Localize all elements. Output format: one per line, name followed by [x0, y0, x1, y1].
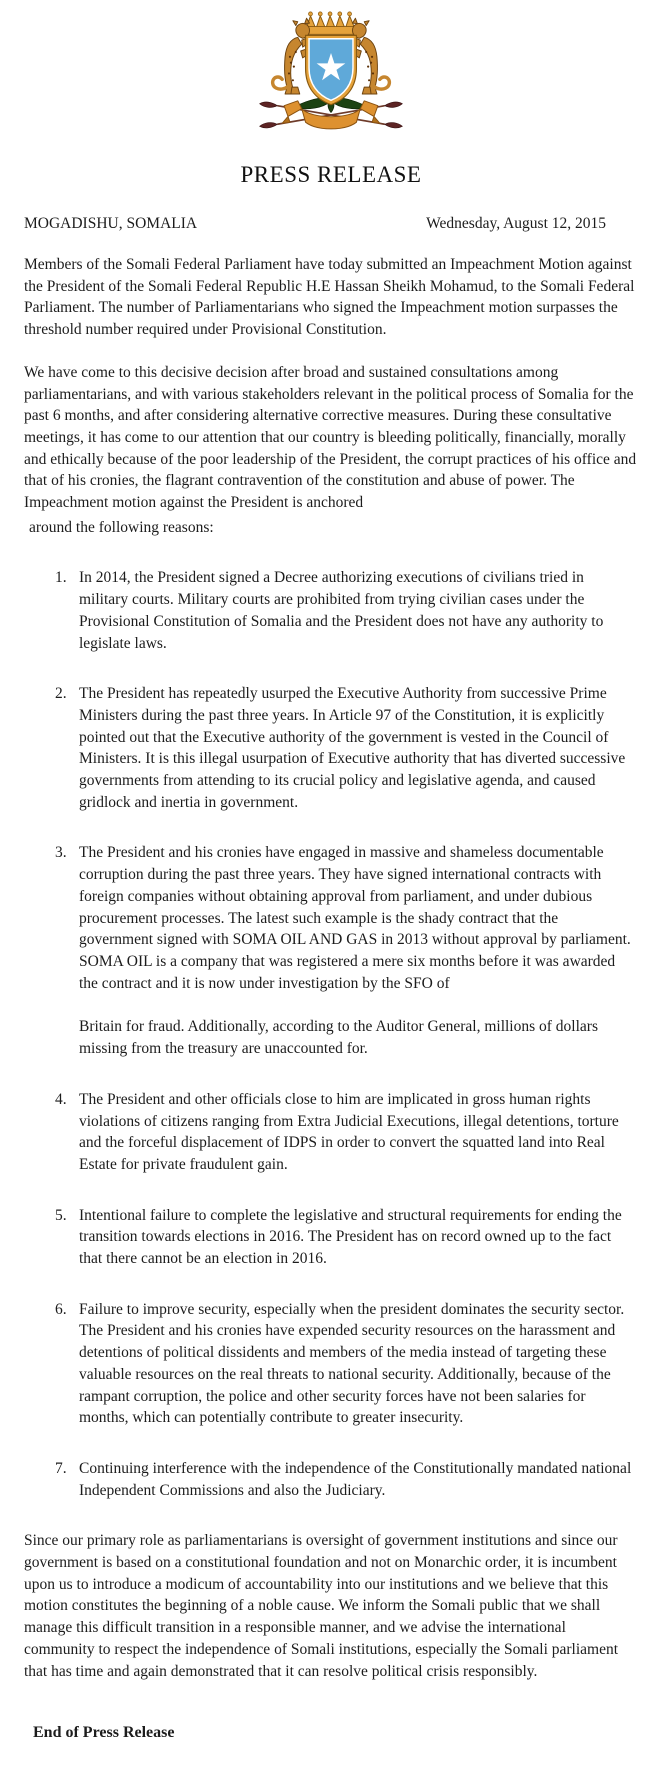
list-item-number: 1. — [55, 569, 67, 587]
list-item — [24, 567, 638, 654]
paragraph-rationale-continuation: around the following reasons: — [29, 518, 214, 536]
list-item-number: 7. — [55, 1459, 67, 1477]
list-item-text: The President has repeatedly usurped the Executive Authority from successive Prime Ministers during the past three years. In Article 97 of the Constitution, it is explicitly pointed out that the Executive authority of the government is vested in the Council of Ministers. It is this illegal usurpation of Executive authority that has diverted successive governments from attending to its crucial policy and legislative agenda, and caused gridlock and inertia in government. — [79, 685, 626, 811]
list-item-text: The President and his cronies have engaged in massive and shameless documentable corruption during the past three years. They have signed international contracts with foreign companies without obtaining approval from parliament, and under dubious procurement processes. The latest such example is the shady contract that the government signed with SOMA OIL AND GAS in 2013 without approval by parliament. SOMA OIL is a company that was registered a mere six months before it was awarded the contract and it is now under investigation by the SFO of — [79, 844, 631, 992]
paragraph-intro: Members of the Somali Federal Parliament have today submitted an Impeachment Motion against the President of the Somali Federal Republic H.E Hassan Sheikh Mohamud, to the Somali Federal Parliament. The number of Parliamentarians who signed the Impeachment motion surpasses the threshold number required under Provisional Constitution. — [24, 256, 635, 339]
list-item — [24, 1089, 638, 1176]
list-item-number: 2. — [55, 685, 67, 703]
shield-icon — [306, 35, 357, 104]
list-item-text: Failure to improve security, especially when the president dominates the security sector. The President and his cronies have expended security resources on the harassment and detentions of political dissidents and members of the media instead of targeting these valuable resources on the real threats to national security. Additionally, because of the rampant corruption, the police and other security forces have not been salaries for months, which can potentially contribute to greater insecurity. — [79, 1300, 625, 1427]
list-item-text-continued: Britain for fraud. Additionally, according to the Auditor General, millions of dollars missing from the treasury are unaccounted for. — [79, 1018, 598, 1058]
list-item — [24, 683, 638, 813]
list-item-text: Intentional failure to complete the legislative and structural requirements for ending the transition towards elections in 2016. The President has on record owned up to the fact that there cannot be an election in 2016. — [79, 1206, 622, 1268]
list-item-text: In 2014, the President signed a Decree authorizing executions of civilians tried in military courts. Military courts are prohibited from trying civilian cases under the Provisional Constitution of Somalia and the President does not have any authority to legislate laws. — [79, 569, 604, 652]
emblem-container — [24, 6, 638, 136]
date-label: Wednesday, August 12, 2015 — [426, 215, 606, 232]
end-of-press-release-label: End of Press Release — [33, 1724, 175, 1742]
list-item-number: 3. — [55, 844, 67, 862]
somalia-coat-of-arms-icon — [243, 8, 419, 136]
page-title: PRESS RELEASE — [240, 162, 422, 187]
paragraph-rationale: We have come to this decisive decision after broad and sustained consultations among parliamentarians, and with various stakeholders relevant in the political process of Somalia for the past 6 months, and after considering alternative corrective measures. During these consultative meetings, it has come to our attention that our country is bleeding politically, financially, morally and ethically because of the poor leadership of the President, the corrupt practices of his office and that of his cronies, the flagrant contravention of the constitution and abuse of power. The Impeachment motion against the President is anchored — [24, 363, 637, 512]
list-item-number: 4. — [55, 1090, 67, 1108]
list-item — [24, 842, 638, 1059]
list-item — [24, 1299, 638, 1429]
location-label: MOGADISHU, SOMALIA — [24, 215, 198, 232]
list-item — [24, 1458, 638, 1501]
list-item — [24, 1205, 638, 1270]
list-item-text: Continuing interference with the independence of the Constitutionally mandated national Independent Commissions and also the Judiciary. — [79, 1459, 632, 1499]
reasons-list — [24, 567, 638, 1501]
list-item-number: 6. — [55, 1300, 67, 1318]
paragraph-closing: Since our primary role as parliamentarians is oversight of government institutions and since our government is based on a constitutional foundation and not on Monarchic order, it is incumbent upon us to introduce a modicum of accountability into our institutions and we believe that this motion constitutes the beginning of a noble cause. We inform the Somali public that we shall manage this difficult transition in a responsible manner, and we advise the international community to respect the independence of Somali institutions, especially the Somali parliament that has time and again demonstrated that it can resolve political crisis responsibly. — [24, 1532, 619, 1680]
list-item-text: The President and other officials close to him are implicated in gross human rights violations of citizens ranging from Extra Judicial Executions, illegal detentions, torture and the forceful displacement of IDPS in order to convert the squatted land into Real Estate for private fraudulent gain. — [79, 1090, 619, 1173]
crown-icon — [305, 12, 357, 34]
meta-row — [24, 215, 638, 233]
list-item-number: 5. — [55, 1206, 67, 1224]
